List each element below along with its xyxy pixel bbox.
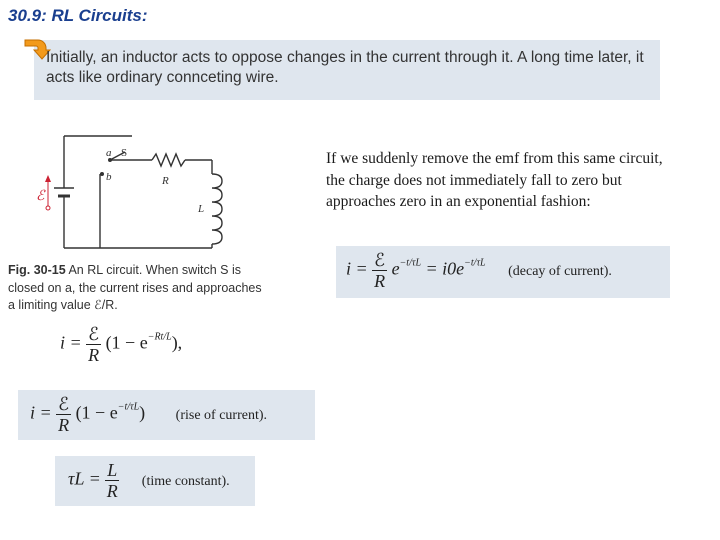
eq2-note: (rise of current). <box>175 407 267 423</box>
equation-current-rise: i = $\frac{\text{ℰ}}{R}$ $(1 - e^{-Rt/L})$, <box>60 324 183 365</box>
inductor-label: L <box>198 203 205 215</box>
eq4-note: (decay of current). <box>508 263 612 279</box>
equation-rise-of-current: i = $\frac{\text{ℰ}}{R}$ $(1 - e^{-t/\tau L})$ (rise of current). <box>30 394 267 435</box>
figure-caption-text: An RL circuit. When switch S is closed on a, the current rises and approaches a limiting value ℰ/R. <box>8 263 262 312</box>
switch-label: S <box>121 147 128 159</box>
emf-label: ℰ <box>36 189 45 204</box>
equation-decay-of-current: i = $\frac{\text{ℰ}}{R}$ $e^{-t/\tau L} = i0e^{-t/\tau L}$ (decay of current). <box>346 250 612 291</box>
eq1-exponent: −Rt/L <box>147 331 172 343</box>
figure-caption <box>8 262 270 315</box>
contact-a-label: a <box>106 147 112 159</box>
figure-number: Fig. 30-15 <box>8 263 66 277</box>
equation-time-constant: τL = $\frac{L}{R}$ (time constant). <box>68 460 230 501</box>
eq1-lhs: i = <box>60 332 82 353</box>
decay-paragraph: If we suddenly remove the emf from this same circuit, the charge does not immediately fall to zero but approaches zero in an exponential fashion: <box>326 150 663 210</box>
resistor-label: R <box>162 175 169 187</box>
contact-b-label: b <box>106 171 112 183</box>
eq1-rest: (1 − e <box>105 332 148 353</box>
eq1-fraction: $\frac{\text{ℰ}}{R}$ <box>88 324 100 365</box>
slide-title: 30.9: RL Circuits: <box>8 6 148 25</box>
rl-circuit-diagram <box>30 130 240 255</box>
eq3-note: (time constant). <box>141 473 230 489</box>
callout-text: Initially, an inductor acts to oppose changes in the current through it. A long time later, it acts like ordinary connceting wire. <box>46 49 644 86</box>
